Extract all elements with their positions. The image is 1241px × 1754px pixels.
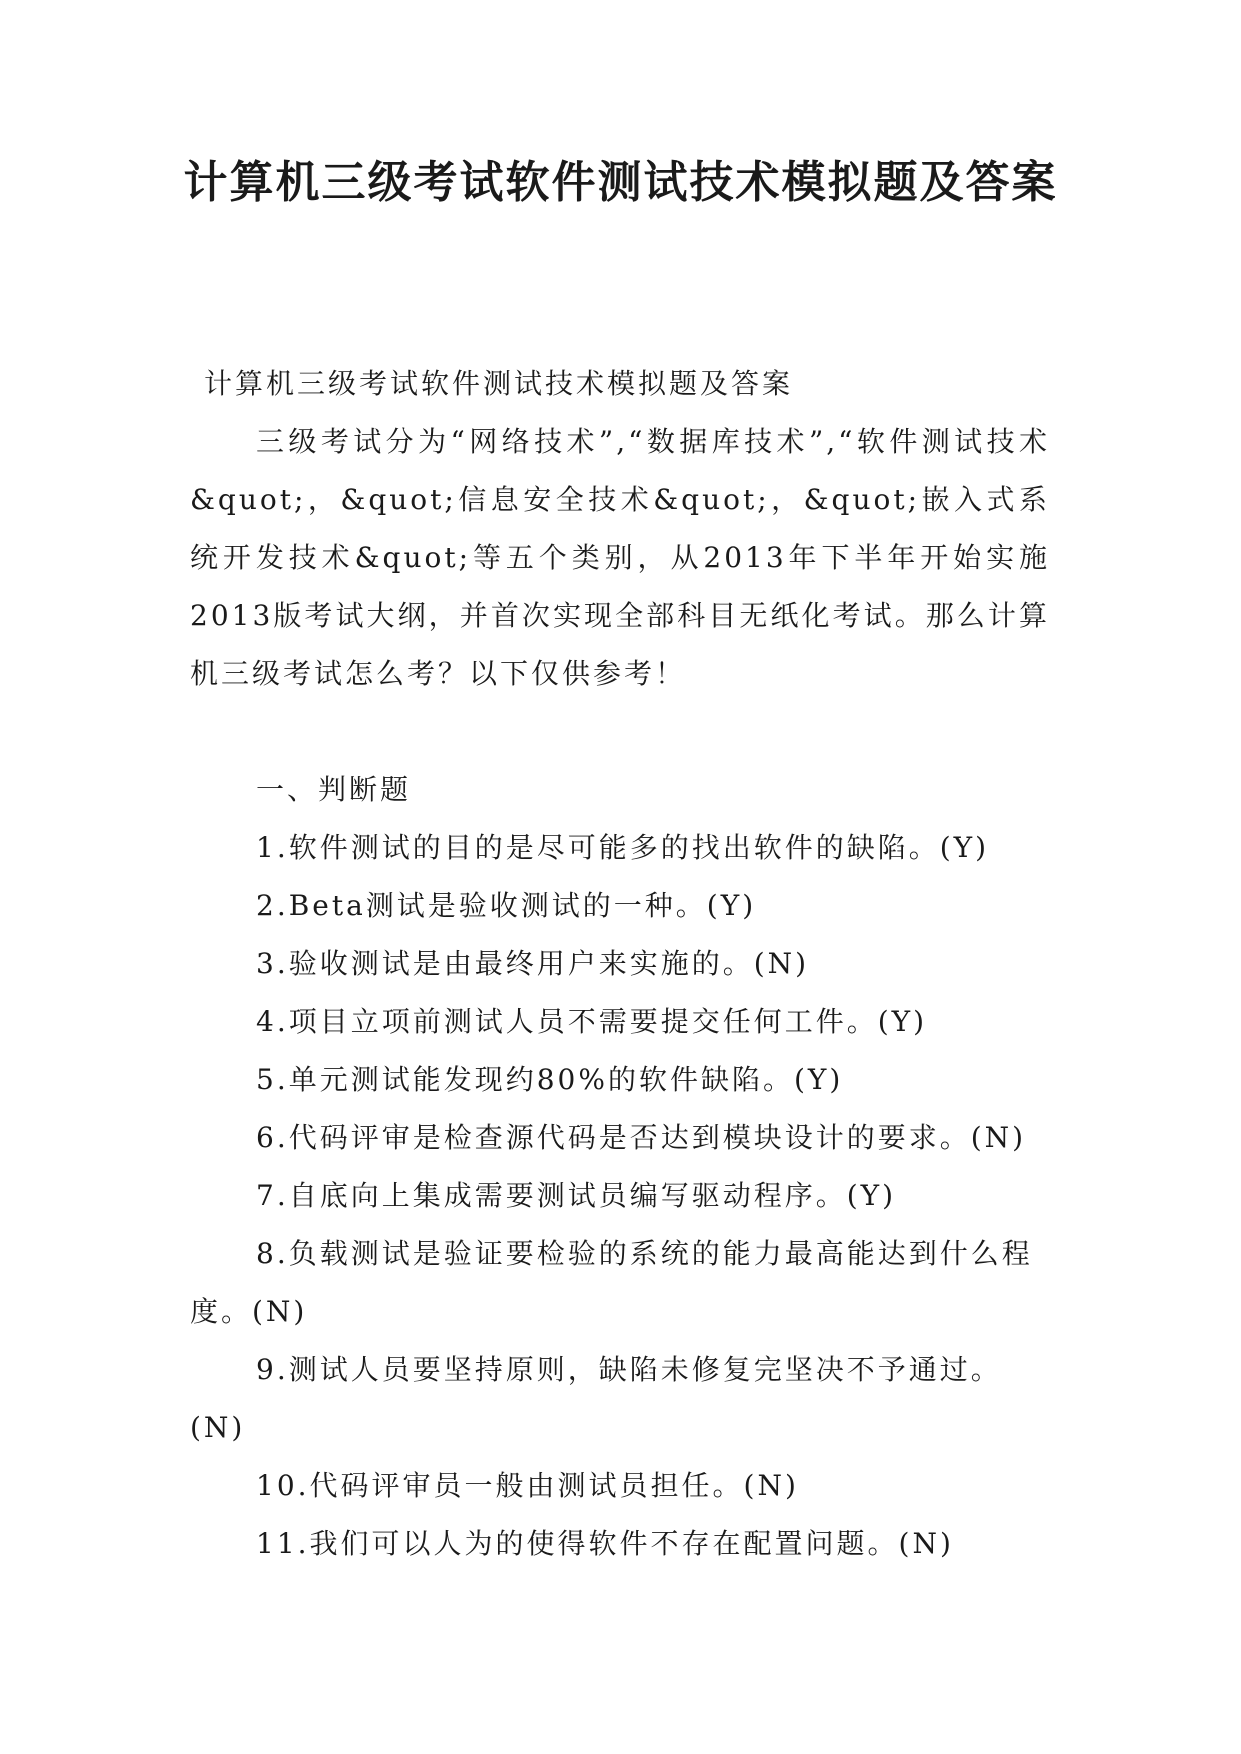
question-item: 8.负载测试是验证要检验的系统的能力最高能达到什么程度。(N) — [190, 1237, 1033, 1328]
intro-paragraph: 三级考试分为“网络技术”,“数据库技术”,“软件测试技术&quot;，&quot;信息安全技术&quot;，&quot;嵌入式系统开发技术&quot;等五个类别，从2013年下半年开始实施2013版考试大纲，并首次实现全部科目无纸化考试。那么计算机三级考试怎么考？以下仅供参考！ — [190, 425, 1050, 690]
section-heading: 一、判断题 — [256, 773, 412, 806]
question-item: 1.软件测试的目的是尽可能多的找出软件的缺陷。(Y) — [256, 831, 990, 864]
question-item: 3.验收测试是由最终用户来实施的。(N) — [256, 947, 810, 980]
question-item: 6.代码评审是检查源代码是否达到模块设计的要求。(N) — [256, 1121, 1027, 1154]
question-item: 4.项目立项前测试人员不需要提交任何工件。(Y) — [256, 1005, 928, 1038]
question-item: 11.我们可以人为的使得软件不存在配置问题。(N) — [256, 1527, 954, 1560]
spacer — [190, 703, 1050, 761]
question-item: 7.自底向上集成需要测试员编写驱动程序。(Y) — [256, 1179, 897, 1212]
question-item: 5.单元测试能发现约80%的软件缺陷。(Y) — [256, 1063, 844, 1096]
document-title: 计算机三级考试软件测试技术模拟题及答案 — [183, 157, 1058, 208]
question-item: 10.代码评审员一般由测试员担任。(N) — [256, 1469, 799, 1502]
question-item: 9.测试人员要坚持原则，缺陷未修复完坚决不予通过。(N) — [190, 1353, 1002, 1444]
document-body — [190, 355, 1050, 1573]
subtitle: 计算机三级考试软件测试技术模拟题及答案 — [204, 367, 794, 400]
question-item: 2.Beta测试是验收测试的一种。(Y) — [256, 889, 757, 922]
